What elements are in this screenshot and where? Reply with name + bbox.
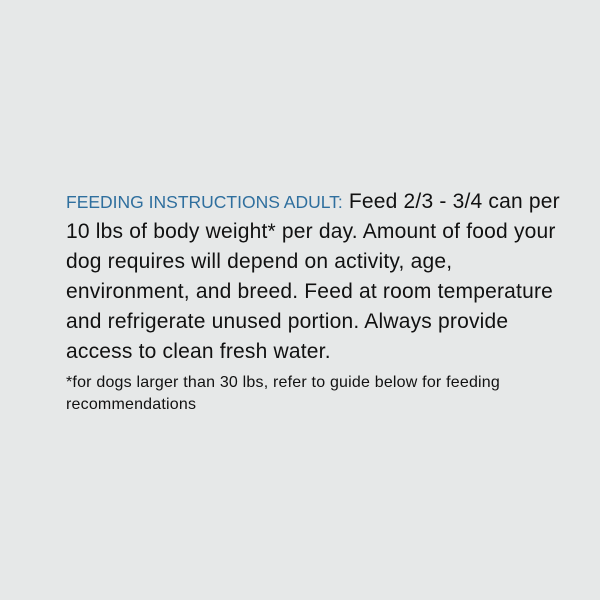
feeding-footnote: *for dogs larger than 30 lbs, refer to guide below for feeding recommendations [66,374,500,413]
feeding-instructions-heading: FEEDING INSTRUCTIONS ADULT: [66,192,343,212]
feeding-instructions-panel [66,187,566,416]
feeding-instructions-body: Feed 2/3 - 3/4 can per 10 lbs of body weight* per day. Amount of food your dog requires will depend on activity, age, environment, and breed. Feed at room temperature and refrigerate unused portion. Always provide access to clean fresh water. [66,190,560,363]
feeding-instructions-text [66,187,566,367]
